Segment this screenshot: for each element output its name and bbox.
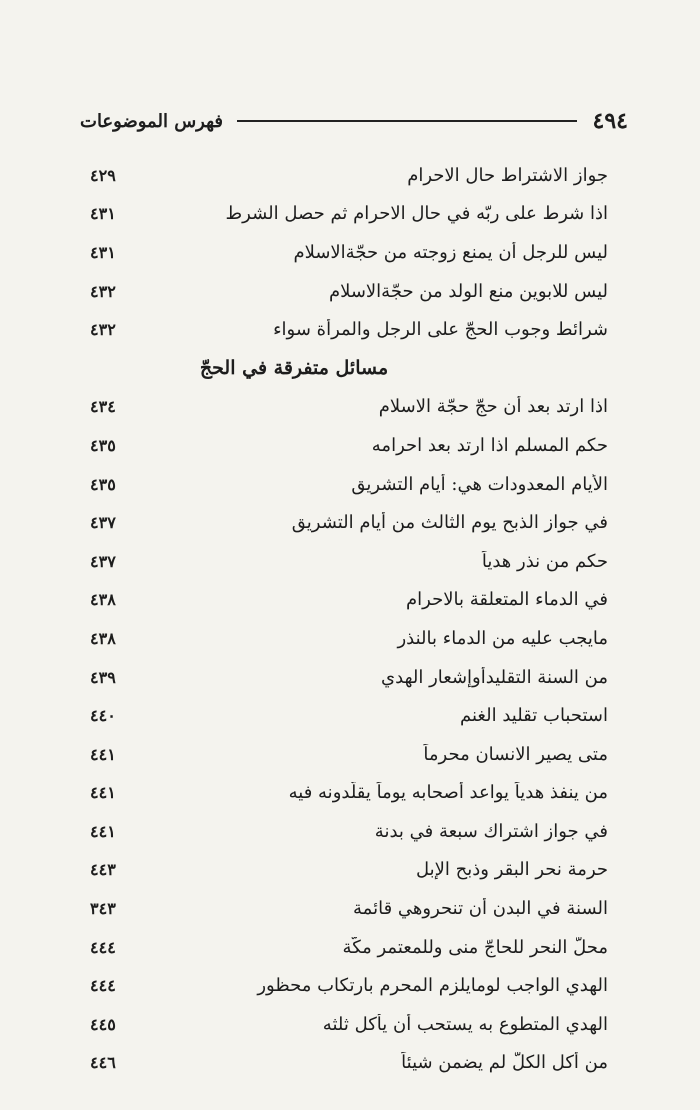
toc-entry bbox=[90, 310, 608, 349]
toc-entry bbox=[90, 581, 608, 620]
toc-entry-page: ٤٣٥ bbox=[90, 435, 116, 455]
toc-entry-title: حكم من نذر هدياً bbox=[481, 550, 608, 572]
toc-entry-page: ٤٣٥ bbox=[90, 474, 116, 494]
toc-entry bbox=[90, 619, 608, 658]
toc-entry-title: الهدي الواجب لومايلزم المحرم بارتكاب محظور bbox=[257, 975, 608, 997]
toc-entry-title: في جواز الذبح يوم الثالث من أيام التشريق bbox=[291, 512, 608, 534]
toc-entry bbox=[90, 889, 608, 928]
toc-entry-page: ٤٣٢ bbox=[90, 281, 116, 301]
toc-entry-title: من أكل الكلّ لم يضمن شيئاً bbox=[401, 1052, 608, 1074]
header-rule bbox=[237, 120, 577, 122]
toc-entry-page: ٤٣٤ bbox=[90, 397, 116, 417]
toc-entry bbox=[90, 503, 608, 542]
toc-entry bbox=[90, 735, 608, 774]
toc-entry bbox=[90, 542, 608, 581]
toc-entry-page: ٤٣١ bbox=[90, 242, 116, 262]
toc-entry-page: ٤٣٧ bbox=[90, 513, 116, 533]
toc-entry bbox=[90, 696, 608, 735]
toc-entry bbox=[90, 928, 608, 967]
toc-entry bbox=[90, 1044, 608, 1083]
toc-entry bbox=[90, 465, 608, 504]
toc-entry bbox=[90, 426, 608, 465]
toc-entry-title: السنة في البدن أن تنحروهي قائمة bbox=[353, 898, 608, 920]
toc-entry-page: ٤٣٩ bbox=[90, 667, 116, 687]
toc-entry-title: من ينفذ هدياً يواعد أصحابه يوماً يقلّدونه فيه bbox=[288, 782, 608, 804]
toc-entry-title: حكم المسلم اذا ارتد بعد احرامه bbox=[371, 434, 608, 456]
toc-entry bbox=[90, 233, 608, 272]
toc-entry-page: ٤٤٠ bbox=[90, 706, 116, 726]
toc-entry bbox=[90, 851, 608, 890]
toc-entry-title: مايجب عليه من الدماء بالنذر bbox=[397, 627, 608, 649]
toc-entry-title: الهدي المتطوع به يستحب أن يأكل ثلثه bbox=[322, 1013, 608, 1035]
toc-entry-page: ٤٤١ bbox=[90, 744, 116, 764]
toc-entry-page: ٣٤٣ bbox=[90, 899, 116, 919]
toc-entry bbox=[90, 966, 608, 1005]
toc-entry bbox=[90, 272, 608, 311]
toc-entry bbox=[90, 1005, 608, 1044]
toc-entry-page: ٤٣٧ bbox=[90, 551, 116, 571]
toc-entry bbox=[90, 658, 608, 697]
toc-entry-page: ٤٤٤ bbox=[90, 976, 116, 996]
section-heading-text: مسائل متفرقة في الحجّ bbox=[199, 357, 389, 380]
toc-entry bbox=[90, 388, 608, 427]
toc-entry-page: ٤٢٩ bbox=[90, 165, 116, 185]
toc-entry-title: الأيام المعدودات هي: أيام التشريق bbox=[351, 473, 608, 495]
toc-entry-page: ٤٤٦ bbox=[90, 1053, 116, 1073]
toc-entry-title: في الدماء المتعلقة بالاحرام bbox=[406, 589, 608, 611]
toc-entry-title: ليس للابوين منع الولد من حجّةالاسلام bbox=[328, 280, 608, 302]
toc-entry-title: شرائط وجوب الحجّ على الرجل والمرأة سواء bbox=[273, 319, 608, 341]
toc-entry-title: استحباب تقليد الغنم bbox=[460, 705, 608, 727]
toc-entry-title: محلّ النحر للحاجّ منى وللمعتمر مكّة bbox=[342, 936, 608, 958]
toc-entry-page: ٤٤١ bbox=[90, 783, 116, 803]
toc-entry-title: في جواز اشتراك سبعة في بدنة bbox=[374, 820, 608, 842]
toc-entry-title: اذا ارتد بعد أن حجّ حجّة الاسلام bbox=[378, 396, 608, 418]
toc-entry bbox=[90, 156, 608, 195]
toc-entry-page: ٤٣٨ bbox=[90, 628, 116, 648]
section-heading bbox=[90, 349, 608, 388]
toc-entry-title: جواز الاشتراط حال الاحرام bbox=[407, 164, 608, 186]
toc-entry-page: ٤٤٤ bbox=[90, 937, 116, 957]
toc-entry-page: ٤٤١ bbox=[90, 821, 116, 841]
toc-entry-page: ٤٣٢ bbox=[90, 320, 116, 340]
toc-entry bbox=[90, 774, 608, 813]
page-number: ٤٩٤ bbox=[592, 108, 628, 134]
table-of-contents bbox=[90, 156, 608, 1082]
toc-entry bbox=[90, 812, 608, 851]
toc-entry-title: اذا شرط على ربّه في حال الاحرام ثم حصل الشرط bbox=[225, 203, 608, 225]
toc-entry-title: متى يصير الانسان محرماً bbox=[423, 743, 608, 765]
toc-entry-page: ٤٣١ bbox=[90, 204, 116, 224]
toc-entry-title: ليس للرجل أن يمنع زوجته من حجّةالاسلام bbox=[293, 241, 608, 263]
toc-entry-page: ٤٤٥ bbox=[90, 1014, 116, 1034]
toc-entry-title: حرمة نحر البقر وذبح الإبل bbox=[416, 859, 608, 881]
toc-entry-page: ٤٣٨ bbox=[90, 590, 116, 610]
running-header bbox=[80, 104, 628, 138]
toc-entry-title: من السنة التقليدأوإشعار الهدي bbox=[381, 666, 608, 688]
toc-entry bbox=[90, 195, 608, 234]
header-title: فهرس الموضوعات bbox=[80, 110, 224, 132]
toc-entry-page: ٤٤٣ bbox=[90, 860, 116, 880]
